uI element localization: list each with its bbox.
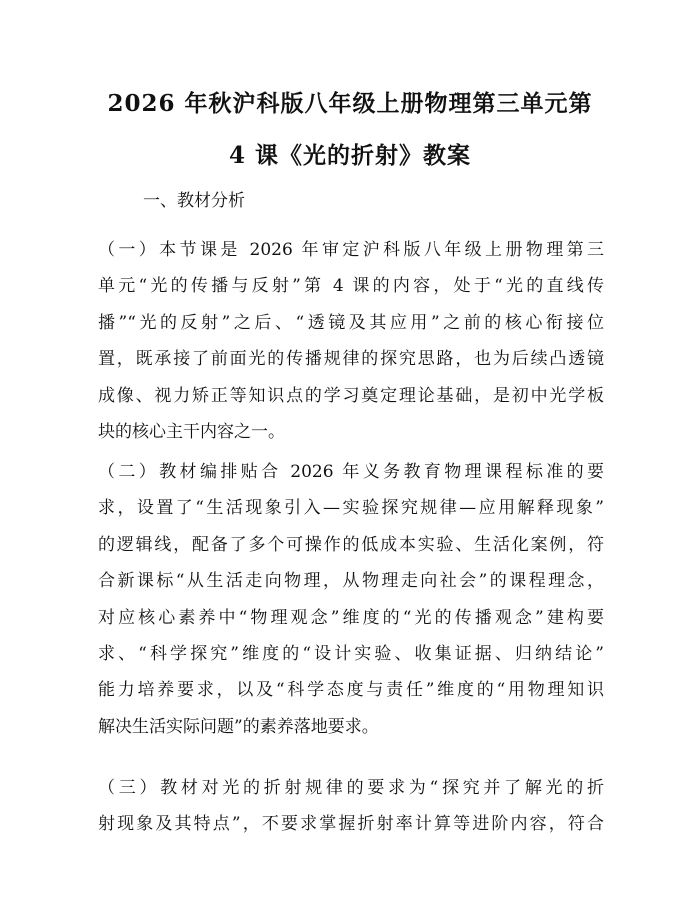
title-line: 4 课《光的折射》教案 <box>228 142 471 169</box>
paragraph-line: 合新课标“从生活走向物理，从物理走向社会”的课程理念， <box>98 571 604 592</box>
paragraph-line: 对应核心素养中“物理观念”维度的“光的传播观念”建构要 <box>98 607 604 628</box>
document-title <box>60 78 640 182</box>
paragraph-line: （二）教材编排贴合 2026 年义务教育物理课程标准的要 <box>98 462 604 482</box>
paragraph-line: 单元“光的传播与反射”第 4 课的内容，处于“光的直线传 <box>98 276 604 297</box>
paragraph-line: 置，既承接了前面光的传播规律的探究思路，也为后续凸透镜 <box>98 349 604 370</box>
paragraph-line: 成像、视力矫正等知识点的学习奠定理论基础，是初中光学板 <box>98 385 604 406</box>
paragraph-line: 解决生活实际问题”的素养落地要求。 <box>98 716 379 737</box>
paragraph-line: （三）教材对光的折射规律的要求为“探究并了解光的折 <box>98 778 604 798</box>
paragraph-line: 求，设置了“生活现象引入—实验探究规律—应用解释现象” <box>98 498 604 519</box>
paragraph-1 <box>98 232 604 450</box>
paragraph-2 <box>98 454 604 745</box>
paragraph-3 <box>98 770 604 843</box>
paragraph-line: 播”“光的反射”之后、“透镜及其应用”之前的核心衔接位 <box>98 312 604 333</box>
paragraph-line: 的逻辑线，配备了多个可操作的低成本实验、生活化案例，符 <box>98 534 604 555</box>
paragraph-line: 求、“科学探究”维度的“设计实验、收集证据、归纳结论” <box>98 644 604 665</box>
paragraph-line: 块的核心主干内容之一。 <box>98 422 285 443</box>
paragraph-line: 能力培养要求，以及“科学态度与责任”维度的“用物理知识 <box>98 680 604 701</box>
section-heading: 一、教材分析 <box>143 191 245 211</box>
title-line: 2026 年秋沪科版八年级上册物理第三单元第 <box>107 90 593 117</box>
paragraph-line: 射现象及其特点”，不要求掌握折射率计算等进阶内容，符合 <box>98 814 604 835</box>
paragraph-line: （一）本节课是 2026 年审定沪科版八年级上册物理第三 <box>98 240 604 260</box>
